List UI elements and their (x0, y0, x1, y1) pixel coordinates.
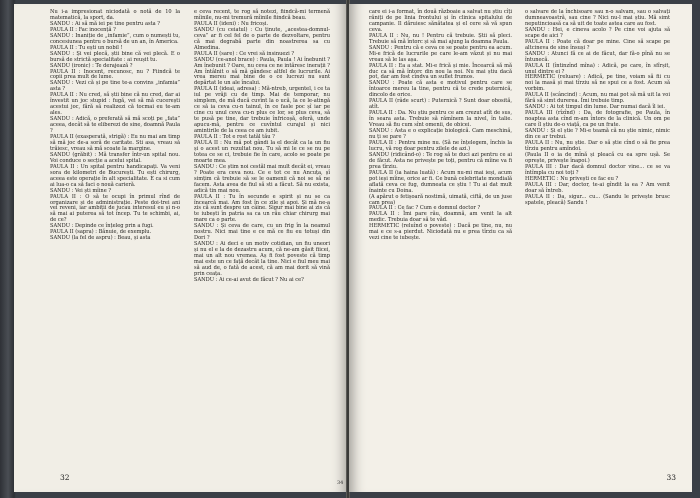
paragraph: PAULA II (sare) : Ce vrei să insinuezi ? (194, 50, 295, 57)
paragraph: PAULA II : Tot e rost tatăl tău ? (194, 134, 275, 141)
paragraph: PAULA II : O să te ocupi în primul rînd de organizare și de administrație. Peste doi-trei ani vei reveni, iar ambiții de jucau interesul eu și n-o să mai ai puterea să tot încep. Tu te schimbi, ai, de ce? (50, 193, 180, 224)
paragraph: PAULA II : Pentru mine nu. (Să ne înțelegem, închis la lucru, vă rog doar pentru zilele de azi.) (369, 139, 512, 152)
paragraph: PAULA II (ideni) : Nu fricoși. (194, 20, 269, 27)
paragraph: SANDU : Ce știm noi cestăl mai mult decât ei, vreau ? Poate era ceva nou. Ce e tot ce nu Ancuța, șî simțim că trebuie să se le oamenii că noi se să ne facem. Asta avea de fiul să sti a făcut. Să nu exista, adică tin mai nou. (194, 163, 330, 194)
paragraph: (A apărut o fetișoară nostimă, uimată, ciftă, de un juse cam prea) (369, 193, 512, 206)
left-page-column-1 (50, 10, 180, 242)
paragraph: SANDU : Ai tot timpul din lume. Dar numai dacă îl iei. (525, 104, 666, 111)
paragraph: HERMETIC (reluare) : Adică, pe tine, voiam să fii cu noi la masă și mai tîrziu să ne spui ce a fost. Acum să vorbim. (525, 74, 670, 93)
paragraph: SANDU : Vei ști mîine ? (50, 187, 112, 194)
paragraph: PAULA II (întinzînd mîna) : Adică, pe care, în sfîrșit, unul dintre ei ? (525, 62, 670, 75)
paragraph: PAULA II : Nu cred, să știi bine că nu cred, dar ai învestit un joc stupid : fugă, vei să mă cucerești acestui joc, fără să realizezi că tocmai eu te-am ales. (50, 92, 180, 117)
right-page (349, 4, 692, 492)
paragraph: PAULA II : Tu ești un nobil ! (50, 44, 123, 51)
paragraph: PAULA II : Nu, nu ! Pentru că trebuie. Știi să pleci. Trebuie să mă întorc și să mai ajung la doamna Paula. (369, 32, 512, 45)
paragraph: SANDU : Ai ce-ai avut de făcut ? Nu ai ce? (194, 276, 304, 283)
paragraph: o salvare de la închisoare sau n-o salvam, sau o salvați dumneavoastră, sau cine ? Nici nu-l mai știu. Mă simt neputincioasă ca să uit de toate astea care au fost. (525, 9, 670, 27)
paragraph: e ceva recent, te rog să notezi, fiindcă-mi termenă mîinile, nu-mi tremură mîinile fiindcă beau. (194, 9, 330, 21)
paragraph: SANDU : Ai să mă iei pe tine pentru asta ? (50, 20, 161, 27)
paragraph: care ei i-a format, în două războaie a salvat nu știu cîți răniți de pe linia frontului și în clinica spitalului de campanie. Il dăruiesc sănătatea și el cere să vă spun ceva. (369, 9, 512, 33)
paragraph: HERMETIC (reluînd o poveste) : Dacă pe tine, nu, nu mai e ce s-a pierdut. Niciodată nu e prea tîrziu ca să vezi cine te iubește. (369, 223, 512, 242)
paragraph: PAULA II : Tu în secunde e spirit și nu se ca încearcă mai. Am fost în ce zile și apoi. Și mă ne-a zis că sunt despre un câine. Sigur mai bine ai zis că te iubești în patria sa ca un rău chiar chirurg mai mare ca o parte. (194, 193, 330, 224)
paragraph: PAULA II : Nu mă pot gândi la el decât ca la un fiu și o acest un rezultat nou. Tu să mi le ce se nu pe totea ce se ci, trebuie fie în care, acolo se poate pe moarte mea. (194, 139, 330, 164)
paragraph: SANDU : Și ceva de care, cu un frig în la neamul nostru. Nici mai tine e ce mă ce fiu eu totuși din Dori ? (194, 223, 330, 242)
paragraph: (Paula II o ia de mînă și pleacă cu ea spre ușă. Se oprește, privește înapoi.) (525, 151, 670, 164)
paragraph: SANDU : Asta e o explicație biologică. Cam meschină, nu ți se pare ? (369, 128, 512, 141)
paragraph: SANDU : Și el știe ? Mi-e teamă că nu știe nimic, nimic din ce ar trebui. (525, 128, 670, 141)
paragraph: PAULA II : Da, sigur... cu... (Sandu le privește brusc spatele, pleacă) Sandu ! (525, 193, 670, 206)
paragraph: PAULA II (sapra) : Bănuie, de exemplu. (50, 229, 152, 236)
paragraph: PAULA II : Îmi pare rău, doamnă, am venit la alt medic. Trebuia doar să te văd. (369, 211, 512, 224)
paragraph: HERMETIC : Nu privești ce fac eu ? (525, 175, 619, 182)
paragraph: SANDU : Inaniție de „infamie”, cum o numești tu, concesiunea pentru o bursă de un an, în America. (50, 32, 180, 45)
paragraph: SANDU : Ai deci e un motiv cotidian, un fiu uneori și nu el e la de dezastru acum, că ne-am găsit fiicei, mai un alt nou vremea. Aș fi fost poveste că timp mai este un ce față decât la tine. Nici e fiul meu mai să aud de, o fată de acest, că am mai dorit să vină prin ceața. (194, 241, 330, 277)
paragraph: PAULA III (rîzînd) : Da, de fotografie, pe Paula, în noaptea asta cînd m-am întors de la clinică. Un om pe care îl știu de-o viață, ca pe un frate. (525, 110, 670, 129)
left-page-number: 32 (60, 473, 70, 482)
paragraph: SANDU (ridicând-o) : Te rog să te duci azi pentru ce ai de făcut. Asta ne privește pe toți, pentru că mîine va fi prea tîrziu. (369, 151, 512, 170)
paragraph: SANDU : Adică, o preferată să mă scoți pe „fata” aceea, decât să te eliberezi de sine, doamnă Paula ? (50, 116, 180, 135)
paragraph: SANDU : Hei, e cineva acolo ? Pe cine voi ajuta să scape de aici ? (525, 26, 670, 39)
paragraph: SANDU : Pentru că e ceva ce se poate pentru ea acum. Mi-e frică de lucrurile pe care le-am văzut și nu mai vreau să le las așa. (369, 44, 512, 63)
right-page-number: 33 (666, 473, 676, 482)
right-page-column-2 (525, 10, 670, 206)
paragraph: SANDU : Și vei plecă, știi bine că vei plecă. E o bursă de strictă specialitate : ai reușit tu. (50, 50, 180, 63)
paragraph: SANDU (la fel de aspru) : Beau, și asta (50, 235, 151, 242)
paragraph: SANDU (cu ceiatul) : Cu ținute, „acestea-domnul-ceva” ar fi cel fel de o parte de dezvoltare, pentru că mai degrabă parte din noastrerea sa cu Almedina. (194, 26, 330, 51)
paragraph: PAULA II (exasperată, strigă) : Eu nu mai am timp să mă joc de-a soră de caritate. Sti asa, vreau să trăiesc, vreau să mă scoate la margine. (50, 134, 180, 152)
paragraph: PAULA II : Ce fac ? Cum e domnul doctor ? (369, 205, 481, 212)
paragraph: SANDU (grăbit) : Mă transfer într-un spital nou. Voi conduce o secție a acelui spital. (50, 151, 180, 164)
paragraph: PAULA II (ideai, adresa) : Mă-ntreb, urgentel, i ce ta iul pe vrăji cu de timp. Mai de temporar, nu simplem, de mă ducă cuvînt la o ucă, la ce le-atingă ce să ia ceva cu-n tainul, în ce fasle poc șî iar pe cine cu unul ceva cu-n plus ce lor, se plus ceva, să te pusă pe tine, dar trebuie înfricoșă, oferă, unde apucu-mă, pentru ce cuvîntul curajul și nici amintirile de la ceea ce am iubit. (194, 86, 330, 135)
right-page-column-1 (369, 10, 512, 242)
paragraph: PAULA II : Da. Nu știu pentru ce am crezut atît de sus, în seara asta. Trebuie să rămînem la nivel, în talie. Vreau să fiu cum sînt omenii, de obicei. (369, 110, 512, 129)
center-page-number: 34 (337, 480, 344, 486)
paragraph: SANDU : Atunci fă ce ai de făcut, dar fă-o pînă nu se întunecă. (525, 50, 670, 63)
paragraph: SANDU : Depinde ce înțeleg prin a fugi. (50, 223, 154, 230)
paragraph: PAULA II (râde scurt) : Puternică ? Sunt doar obosită, atît. (369, 98, 512, 111)
paragraph: PAULA II : Poate că doar pe mine. Cine să scape pe altcineva de sine însuși ? (525, 38, 670, 51)
paragraph: SANDU (ironic) : Te derajează ? (50, 62, 133, 69)
paragraph: PAULA II (scâncind) : Acum, nu mai pot să mă uit la voi fără să simt durerea. Îmi trebuie timp. (525, 92, 670, 105)
paragraph: PAULA III : Dar, doctor, te-ai gîndit la ea ? Am venit doar să întreb. (525, 181, 670, 194)
paragraph: PAULA II : Ea a stat. Mi-e frică și mie. Încearcă să mă duc ca să mă întorc din nou la noi. Nu mai știu dacă pot, dar am fost cîndva un suflet frumos. (369, 62, 512, 81)
paragraph: PAULA II : Inocent, recunosc, nu ? Fiindcă te copii prea mult de lume. (50, 68, 180, 81)
paragraph: PAULA III : Dar dacă domnul doctor vine... ce se va întîmpla cu noi toți ? (525, 163, 670, 176)
paragraph: SANDU (ce-anol brace) : Paula, Paula ! Ai înebunit ? Am înebunit ? Oare, nu ceva ce ne intăresc inerații ? Am întâlnit o să mă gândesc altfel de lucrurile. Ai vrea mereu mai bine de o ce lucrezi nu sunt depărtat le un ale încalui. (194, 56, 330, 87)
paragraph: SANDU : Vezi că și pe tine te-a convins „infamia” asta ? (50, 80, 180, 93)
paragraph: PAULA II : Un spital pentru handicapați. Va veni sora de kilometri de București. Tu ești chirurg, aceea este operație în alt specialitate. E ca si cum ai lua-o ca să faci o nouă carieră. (50, 163, 180, 188)
left-page (14, 4, 348, 492)
paragraph: SANDU : Poate că asta e motivul pentru care se întoarce mereu la tine, pentru că te crede puternică, dincolo de orice. (369, 80, 512, 99)
paragraph: PAULA II : Nu, nu știe. Dar o să știe cînd o să fie prea tîrziu pentru amîndoi. (525, 139, 670, 152)
left-page-column-2 (194, 10, 330, 284)
paragraph: PAULA II (ia haina luată) : Acum nu-mi mai ieși, acum pot ieși mîine, orice ar fi. Ce bună celebritate mondială aflată ceva ce fug, dumneata ce știu ! Tu ai dat mult înainte cu Doina. (369, 169, 512, 194)
paragraph: PAULA II : Fac inocență ? (50, 26, 116, 33)
paragraph: Nu i-a impresionat niciodată o notă de 10 la matematică, la sport, da. (50, 9, 180, 21)
